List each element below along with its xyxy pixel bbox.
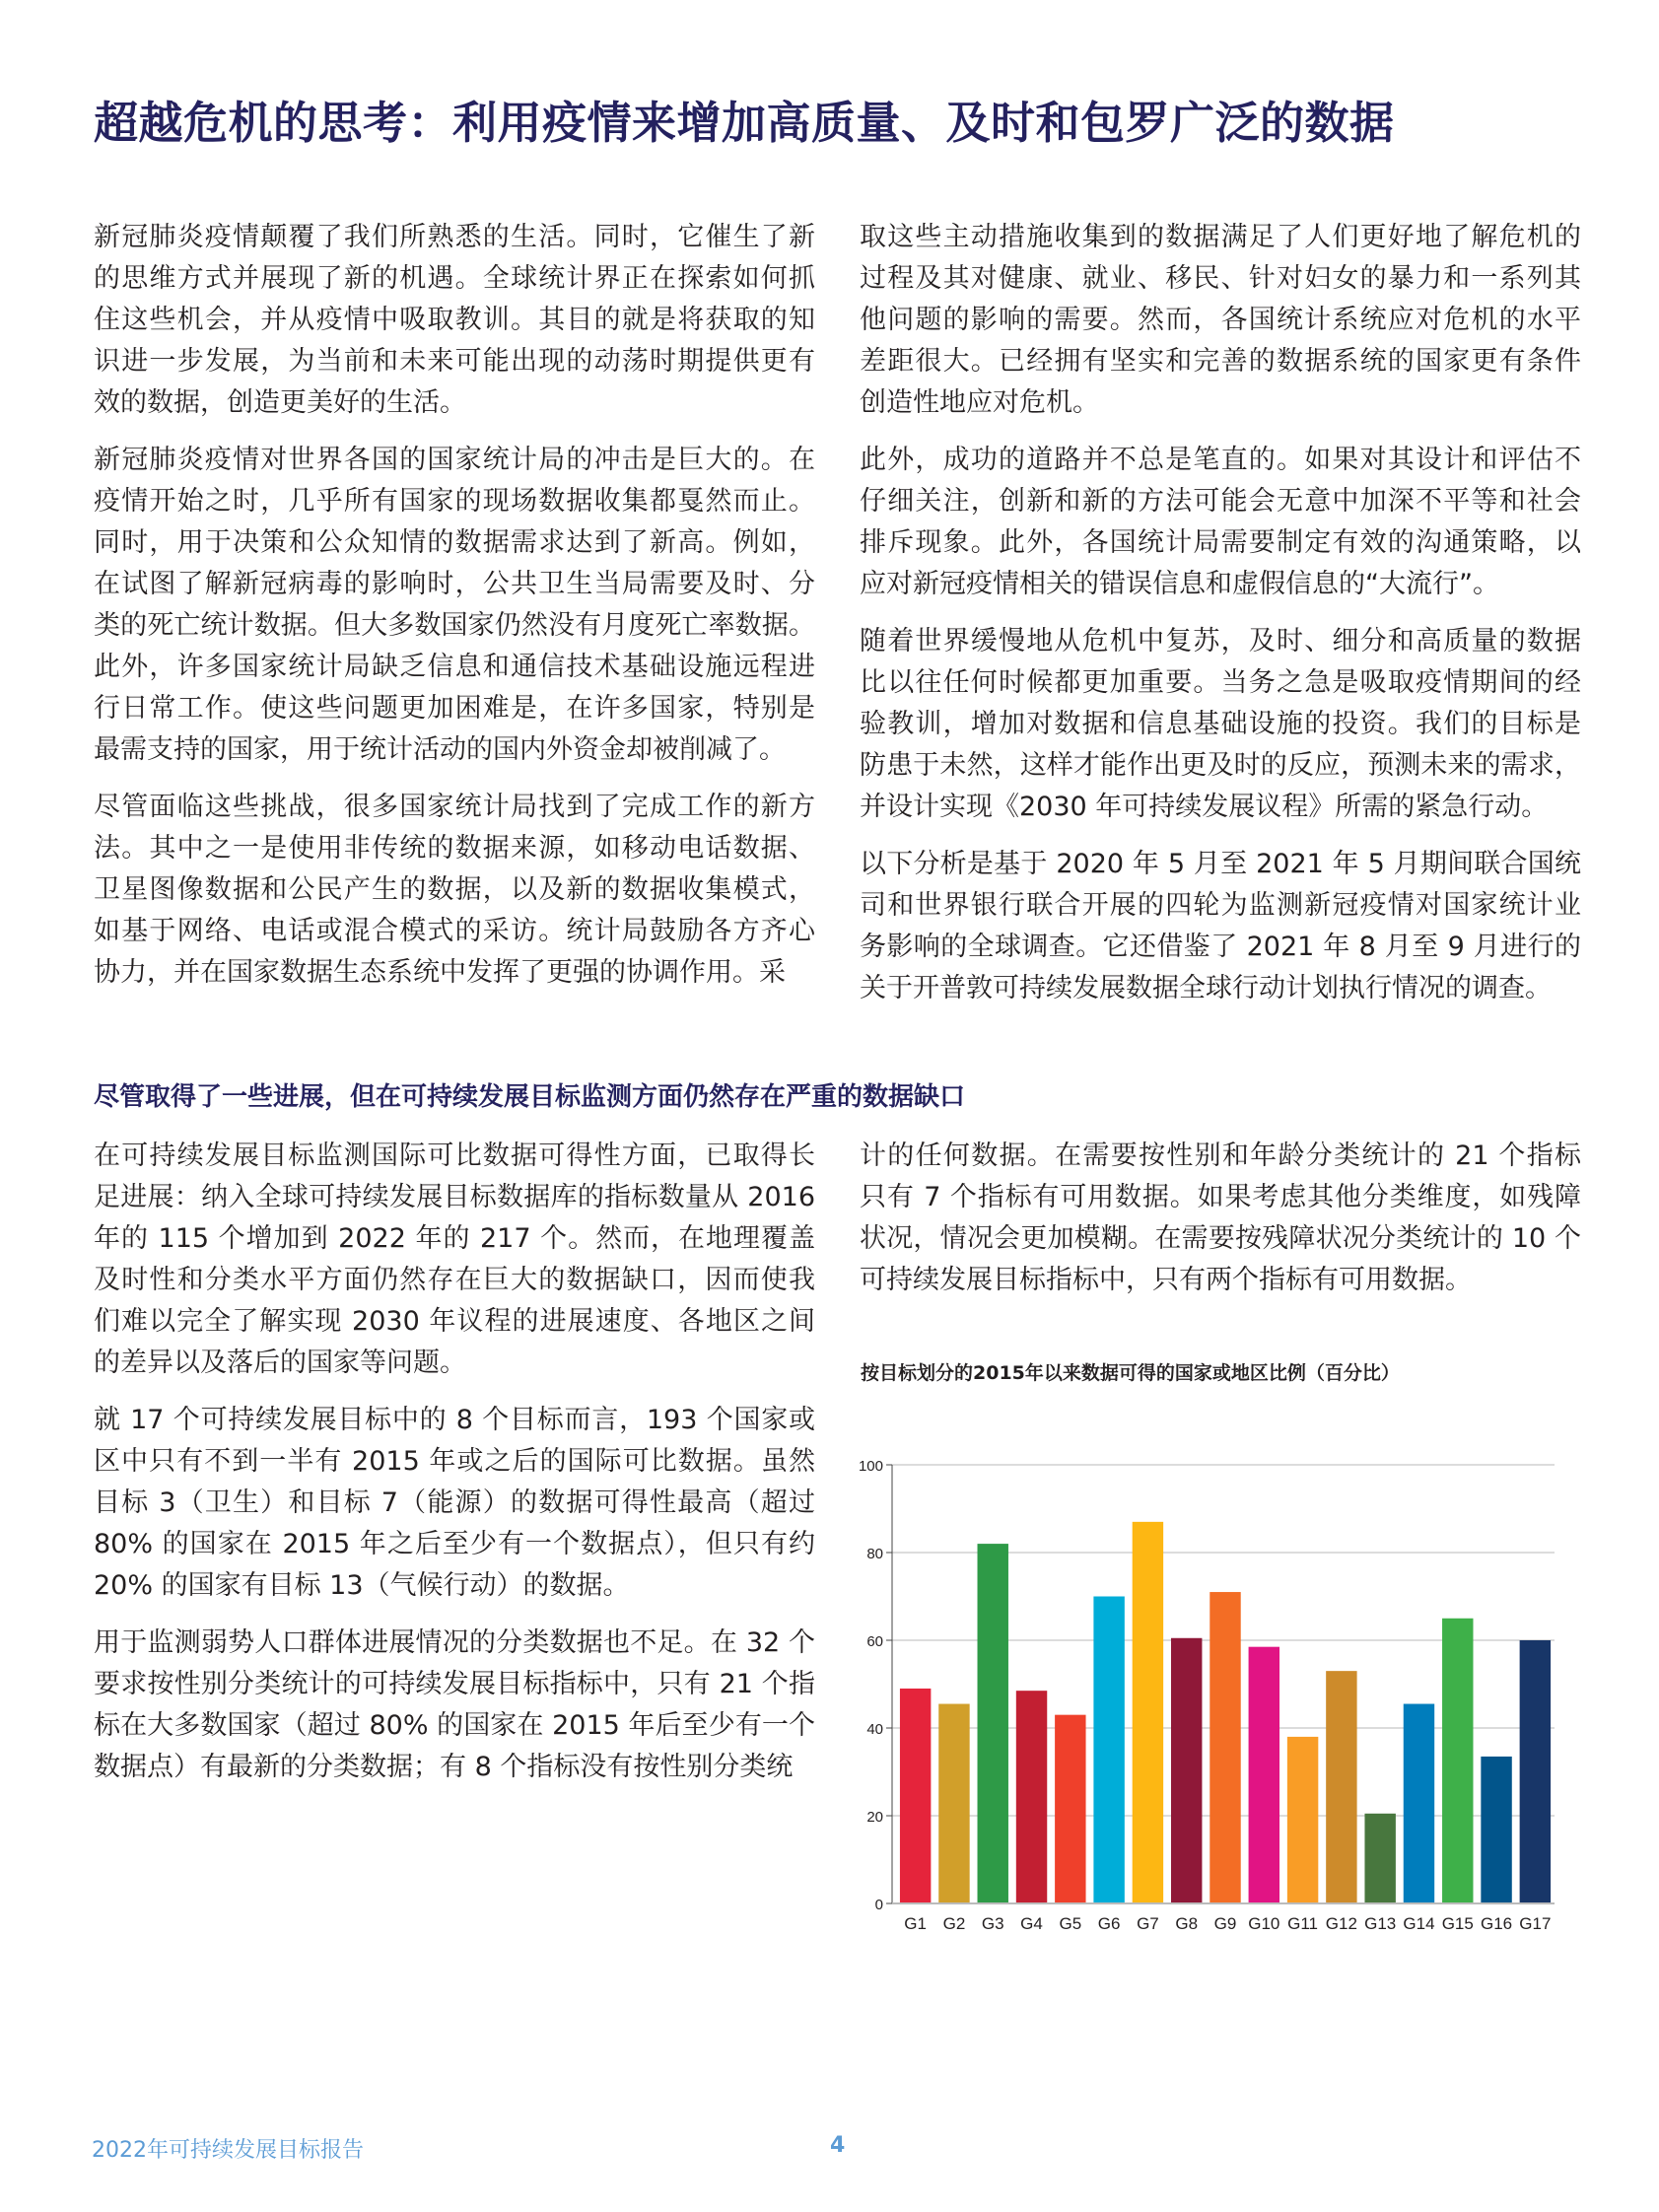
paragraph-line: 就 17 个可持续发展目标中的 8 个目标而言，193 个国家或 [94, 1405, 815, 1435]
paragraph-line: 新冠肺炎疫情颠覆了我们所熟悉的生活。同时，它催生了新 [94, 222, 815, 252]
y-tick-label: 100 [858, 1458, 883, 1475]
bar-g5 [1055, 1715, 1085, 1903]
page-number: 4 [830, 2133, 846, 2158]
paragraph-line: 目标 3（卫生）和目标 7（能源）的数据可得性最高（超过 [94, 1487, 815, 1518]
x-tick-label: G9 [1213, 1914, 1237, 1933]
x-tick-label: G11 [1287, 1914, 1319, 1933]
paragraph-line: 的差异以及落后的国家等问题。 [94, 1348, 466, 1378]
bar-g9 [1210, 1592, 1240, 1903]
x-tick-label: G13 [1364, 1914, 1397, 1933]
paragraph-line: 在可持续发展目标监测国际可比数据可得性方面，已取得长 [94, 1141, 815, 1171]
paragraph-line: 应对新冠疫情相关的错误信息和虚假信息的“大流行”。 [860, 569, 1499, 599]
section1-left-column [94, 217, 815, 1009]
paragraph [94, 440, 815, 771]
paragraph-line: 计的任何数据。在需要按性别和年龄分类统计的 21 个指标 [860, 1141, 1581, 1171]
paragraph-line: 协力，并在国家数据生态系统中发挥了更强的协调作用。采 [94, 957, 786, 988]
paragraph-line: 区中只有不到一半有 2015 年或之后的国际可比数据。虽然 [94, 1446, 815, 1477]
paragraph-line: 司和世界银行联合开展的四轮为监测新冠疫情对国家统计业 [860, 890, 1581, 921]
paragraph-line: 此外，成功的道路并不总是笔直的。如果对其设计和评估不 [860, 445, 1581, 475]
paragraph-line: 要求按性别分类统计的可持续发展目标指标中，只有 21 个指 [94, 1669, 815, 1699]
bar-g15 [1442, 1619, 1473, 1903]
paragraph-line: 足进展：纳入全球可持续发展目标数据库的指标数量从 2016 [94, 1182, 815, 1212]
y-tick-label: 80 [866, 1546, 883, 1562]
section2-left-column [94, 1136, 815, 1804]
paragraph [94, 1400, 815, 1607]
paragraph-line: 只有 7 个指标有可用数据。如果考虑其他分类维度，如残障 [860, 1182, 1581, 1212]
bar-g8 [1171, 1638, 1202, 1903]
paragraph-line: 他问题的影响的需要。然而，各国统计系统应对危机的水平 [860, 305, 1581, 335]
paragraph-line: 法。其中之一是使用非传统的数据来源，如移动电话数据、 [94, 833, 815, 864]
chart-title: 按目标划分的2015年以来数据可得的国家或地区比例（百分比） [861, 1362, 1400, 1384]
x-tick-label: G6 [1097, 1914, 1121, 1933]
x-tick-label: G2 [942, 1914, 966, 1933]
paragraph-line: 此外，许多国家统计局缺乏信息和通信技术基础设施远程进 [94, 652, 815, 682]
paragraph-line: 差距很大。已经拥有坚实和完善的数据系统的国家更有条件 [860, 346, 1581, 377]
paragraph-line: 标在大多数国家（超过 80% 的国家在 2015 年后至少有一个 [94, 1710, 815, 1741]
paragraph-line: 年的 115 个增加到 2022 年的 217 个。然而，在地理覆盖 [94, 1223, 815, 1254]
bar-g6 [1093, 1597, 1124, 1904]
paragraph-line: 状况，情况会更加模糊。在需要按残障状况分类统计的 10 个 [860, 1223, 1581, 1254]
paragraph-line: 及时性和分类水平方面仍然存在巨大的数据缺口，因而使我 [94, 1265, 815, 1295]
paragraph-line: 用于监测弱势人口群体进展情况的分类数据也不足。在 32 个 [94, 1627, 815, 1658]
section1-right-column [860, 217, 1581, 1025]
y-tick-label: 0 [874, 1897, 883, 1913]
paragraph-line: 务影响的全球调查。它还借鉴了 2021 年 8 月至 9 月进行的 [860, 932, 1581, 962]
paragraph-line: 防患于未然，这样才能作出更及时的反应，预测未来的需求， [860, 750, 1581, 781]
x-tick-label: G14 [1403, 1914, 1435, 1933]
bar-g17 [1520, 1640, 1551, 1903]
section2-right-column [860, 1136, 1581, 1317]
paragraph-line: 过程及其对健康、就业、移民、针对妇女的暴力和一系列其 [860, 263, 1581, 294]
paragraph-line: 们难以完全了解实现 2030 年议程的进展速度、各地区之间 [94, 1306, 815, 1337]
footer-report-title: 2022年可持续发展目标报告 [92, 2138, 364, 2163]
paragraph-line: 识进一步发展，为当前和未来可能出现的动荡时期提供更有 [94, 346, 815, 377]
paragraph-line: 创造性地应对危机。 [860, 387, 1099, 418]
paragraph-line: 类的死亡统计数据。但大多数国家仍然没有月度死亡率数据。 [94, 610, 815, 641]
paragraph-line: 尽管面临这些挑战，很多国家统计局找到了完成工作的新方 [94, 792, 815, 822]
section-heading: 尽管取得了一些进展，但在可持续发展目标监测方面仍然存在严重的数据缺口 [94, 1082, 966, 1112]
paragraph-line: 新冠肺炎疫情对世界各国的国家统计局的冲击是巨大的。在 [94, 445, 815, 475]
page-title: 超越危机的思考：利用疫情来增加高质量、及时和包罗广泛的数据 [94, 97, 1395, 149]
paragraph-line: 仔细关注，创新和新的方法可能会无意中加深不平等和社会 [860, 486, 1581, 517]
bar-g1 [900, 1689, 931, 1903]
x-tick-label: G10 [1248, 1914, 1280, 1933]
paragraph [94, 1136, 815, 1384]
paragraph-line: 的思维方式并展现了新的机遇。全球统计界正在探索如何抓 [94, 263, 815, 294]
paragraph [94, 217, 815, 424]
paragraph-line: 行日常工作。使这些问题更加困难是，在许多国家，特别是 [94, 693, 815, 724]
paragraph [860, 621, 1581, 828]
x-tick-label: G8 [1175, 1914, 1199, 1933]
paragraph-line: 在试图了解新冠病毒的影响时，公共卫生当局需要及时、分 [94, 569, 815, 599]
x-tick-label: G12 [1325, 1914, 1357, 1933]
paragraph-line: 取这些主动措施收集到的数据满足了人们更好地了解危机的 [860, 222, 1581, 252]
paragraph-line: 如基于网络、电话或混合模式的采访。统计局鼓励各方齐心 [94, 916, 815, 946]
bar-g13 [1364, 1814, 1395, 1903]
paragraph [94, 787, 815, 994]
bar-g16 [1481, 1757, 1511, 1903]
x-tick-label: G3 [981, 1914, 1004, 1933]
paragraph-line: 卫星图像数据和公民产生的数据，以及新的数据收集模式， [94, 874, 815, 905]
bar-g2 [938, 1704, 969, 1903]
paragraph [860, 844, 1581, 1009]
y-tick-label: 40 [866, 1721, 883, 1738]
paragraph-line: 同时，用于决策和公众知情的数据需求达到了新高。例如， [94, 527, 815, 558]
bar-g4 [1016, 1691, 1047, 1903]
x-tick-label: G15 [1441, 1914, 1474, 1933]
x-tick-label: G16 [1480, 1914, 1513, 1933]
bar-g3 [978, 1544, 1008, 1903]
paragraph-line: 20% 的国家有目标 13（气候行动）的数据。 [94, 1570, 630, 1601]
bar-chart [848, 1419, 1577, 1952]
x-tick-label: G1 [904, 1914, 927, 1933]
y-tick-label: 60 [866, 1633, 883, 1650]
paragraph-line: 比以往任何时候都更加重要。当务之急是吸取疫情期间的经 [860, 667, 1581, 698]
bar-g11 [1287, 1737, 1318, 1903]
x-tick-label: G4 [1020, 1914, 1043, 1933]
paragraph-line: 可持续发展目标指标中，只有两个指标有可用数据。 [860, 1265, 1472, 1295]
paragraph-line: 排斥现象。此外，各国统计局需要制定有效的沟通策略，以 [860, 527, 1581, 558]
paragraph-line: 验教训，增加对数据和信息基础设施的投资。我们的目标是 [860, 709, 1581, 739]
paragraph [860, 440, 1581, 605]
paragraph-line: 以下分析是基于 2020 年 5 月至 2021 年 5 月期间联合国统 [860, 849, 1581, 879]
paragraph-line: 疫情开始之时，几乎所有国家的现场数据收集都戛然而止。 [94, 486, 815, 517]
paragraph-line: 数据点）有最新的分类数据；有 8 个指标没有按性别分类统 [94, 1752, 794, 1782]
paragraph-line: 并设计实现《2030 年可持续发展议程》所需的紧急行动。 [860, 792, 1549, 822]
paragraph [94, 1623, 815, 1788]
paragraph-line: 效的数据，创造更美好的生活。 [94, 387, 466, 418]
paragraph-line: 关于开普敦可持续发展数据全球行动计划执行情况的调查。 [860, 973, 1552, 1003]
paragraph-line: 住这些机会，并从疫情中吸取教训。其目的就是将获取的知 [94, 305, 815, 335]
paragraph-line: 最需支持的国家，用于统计活动的国内外资金却被削减了。 [94, 734, 786, 765]
paragraph [860, 217, 1581, 424]
y-tick-label: 20 [866, 1809, 883, 1826]
bar-g12 [1326, 1671, 1356, 1903]
paragraph-line: 80% 的国家在 2015 年之后至少有一个数据点），但只有约 [94, 1529, 815, 1559]
bar-g7 [1133, 1522, 1163, 1903]
paragraph [860, 1136, 1581, 1301]
x-tick-label: G7 [1137, 1914, 1159, 1933]
x-tick-label: G5 [1059, 1914, 1082, 1933]
x-tick-label: G17 [1519, 1914, 1552, 1933]
bar-g14 [1404, 1704, 1434, 1903]
paragraph-line: 随着世界缓慢地从危机中复苏，及时、细分和高质量的数据 [860, 626, 1581, 657]
bar-g10 [1249, 1647, 1279, 1903]
